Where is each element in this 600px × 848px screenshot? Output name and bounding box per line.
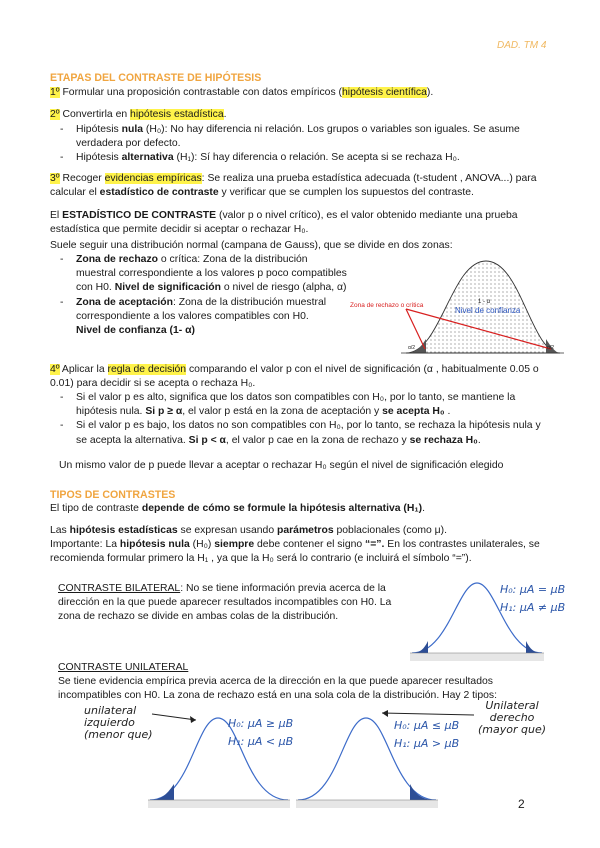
label-rechazo: Zona de rechazo o crítica [350, 302, 424, 309]
bilateral-h1: H₁: μA ≠ μB [500, 601, 566, 614]
right-uni-label: Unilateral derecho (mayor que) [478, 699, 547, 736]
zone-rechazo: - Zona de rechazo o crítica: Zona de la distribución muestral correspondiente a los valores p poco compatibles con H0. Nivel de significación o nivel de riesgo (alpha, α) [50, 253, 350, 296]
step-1: 1º Formular una proposición contrastable con datos empíricos (hipótesis científica). [50, 87, 434, 98]
step-3: 3º Recoger evidencias empíricas: Se realiza una prueba estadística adecuada (t-student , ANOVA...) para calcular el estadístico de contraste y verificar que se cumplen los supuestos del contraste. [50, 173, 537, 199]
h1-item: - Hipótesis alternativa (H₁): Sí hay diferencia o relación. Se acepta si se rechaza H₀. [50, 151, 530, 165]
zone-aceptacion: - Zona de aceptación: Zona de la distribución muestral correspondiente a los valores compatibles con H0. Nivel de confianza (1- α) [50, 296, 350, 339]
right-h1: H₁: μA > μB [394, 737, 460, 750]
decision-low-p: - Si el valor p es bajo, los datos no son compatibles con H₀, por lo tanto, se rechaza la hipótesis nula y se acepta la alternativa. Si p < α, el valor p cae en la zona de rechazo y se rechaza H₀. [50, 419, 546, 447]
label-confianza: Nivel de confianza [455, 306, 521, 315]
gauss-paragraph: Suele seguir una distribución normal (campana de Gauss), que se divide en dos zonas: [50, 240, 453, 251]
bilateral-right-tail [526, 641, 542, 653]
step-2: 2º Convertirla en hipótesis estadística. [50, 109, 227, 120]
bilateral-h0: H₀: μA = μB [500, 583, 566, 596]
section1-title: ETAPAS DEL CONTRASTE DE HIPÓTESIS [50, 72, 262, 84]
params-paragraph: Las hipótesis estadísticas se expresan usando parámetros poblacionales (como μ). [50, 525, 448, 536]
red-arrow-1 [406, 309, 425, 349]
unilateral-paragraph: CONTRASTE UNILATERAL Se tiene evidencia empírica previa acerca de la dirección en la que puede aparecer resultados incompatibles con H0. La zona de rechazo está en una sola cola de la distribución. Hay 2 tipos: [58, 662, 497, 702]
tipos-intro: El tipo de contraste depende de cómo se formule la hipótesis alternativa (H₁). [50, 503, 426, 514]
important-paragraph: Importante: La hipótesis nula (H₀) siempre debe contener el signo “=”. En los contrastes unilaterales, se recomienda formular primero la H₁ , ya que la H₀ será lo contrario (e incluirá el símbolo “=”). [50, 539, 540, 565]
left-h0: H₀: μA ≥ μB [228, 717, 294, 730]
bilateral-left-tail [412, 641, 428, 653]
label-one-minus-alpha: 1 - α [478, 299, 491, 305]
header-tag: DAD. TM 4 [497, 40, 547, 51]
step-4: 4º Aplicar la regla de decisión comparando el valor p con el nivel de significación (α , habitualmente 0.05 o 0.01) para decidir si se acepta o rechaza H₀. [50, 364, 539, 390]
decision-high-p: - Si el valor p es alto, significa que los datos son compatibles con H₀, por lo tanto, se mantiene la hipótesis nula. Si p ≥ α, el valor p está en la zona de aceptación y se acepta H₀ . [50, 391, 546, 419]
label-alpha-left: α/2 [408, 345, 416, 351]
section2-title: TIPOS DE CONTRASTES [50, 489, 176, 501]
significance-note: Un mismo valor de p puede llevar a aceptar o rechazar H₀ según el nivel de significación elegido [59, 460, 504, 471]
right-h0: H₀: μA ≤ μB [394, 719, 460, 732]
hypothesis-list [50, 123, 530, 166]
left-uni-tail [150, 784, 174, 800]
bilateral-paragraph: CONTRASTE BILATERAL: No se tiene información previa acerca de la dirección en la que puede aparecer resultados incompatibles con H0. La zona de rechazo se divide en ambas colas de la distribución. [58, 583, 392, 623]
zones-list [50, 253, 350, 338]
label-alpha-right: α/2 [547, 345, 555, 351]
left-uni-label: unilateral izquierdo (menor que) [84, 704, 153, 741]
h0-item: - Hipótesis nula (H₀): No hay diferencia ni relación. Los grupos o variables son iguales. Se asume verdadera por defecto. [50, 123, 530, 151]
decision-list [50, 391, 546, 448]
gauss-zones-figure [346, 255, 570, 365]
page-number: 2 [518, 797, 525, 811]
stat-paragraph: El ESTADÍSTICO DE CONTRASTE (valor p o nivel crítico), es el valor obtenido mediante una prueba estadística que permite decidir si aceptar o rechazar H₀. [50, 210, 518, 236]
left-h1: H₁: μA < μB [228, 735, 294, 748]
